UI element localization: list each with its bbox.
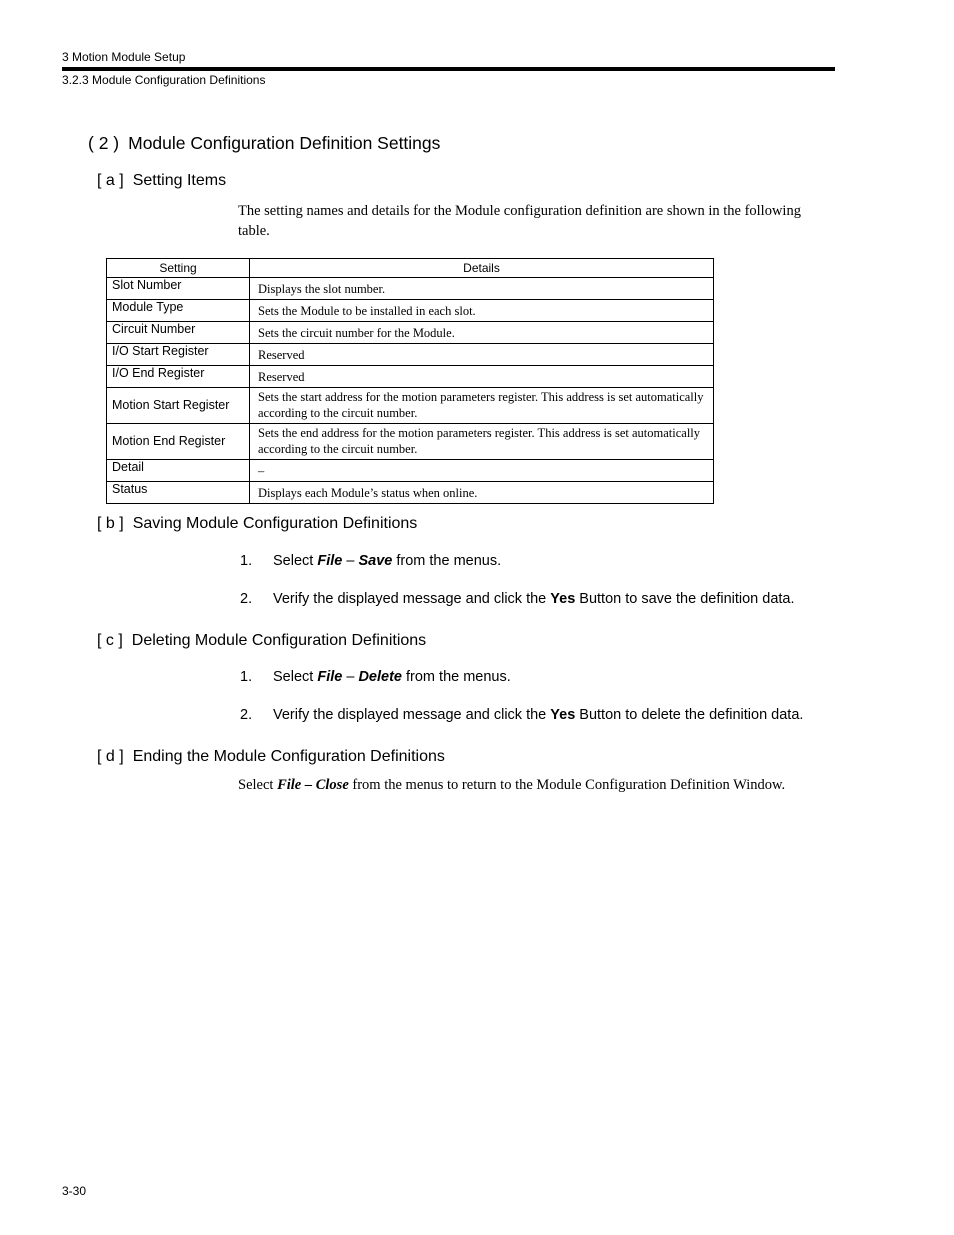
setting-cell: Module Type <box>107 300 250 322</box>
delete-step-1 <box>240 669 511 685</box>
yes-button-label: Yes <box>550 591 576 607</box>
details-cell: Sets the Module to be installed in each slot. <box>250 300 714 322</box>
subsection-a-number: [ a ] <box>97 172 124 189</box>
header-rule <box>62 67 835 71</box>
step-text: from the menus. <box>392 553 502 569</box>
table-row <box>107 460 714 482</box>
table-header-row <box>107 259 714 278</box>
setting-cell: Slot Number <box>107 278 250 300</box>
details-cell: Reserved <box>250 344 714 366</box>
details-cell: Displays each Module’s status when online. <box>250 482 714 504</box>
settings-table <box>106 258 714 504</box>
step-text: Verify the displayed message and click the <box>273 591 551 607</box>
menu-separator: – <box>342 553 359 569</box>
table-row <box>107 424 714 460</box>
closing-text: Select <box>238 777 278 793</box>
step-text: from the menus. <box>401 669 511 685</box>
details-cell: Sets the end address for the motion parameters register. This address is set automatically according to the circuit number. <box>250 424 714 460</box>
setting-cell: Detail <box>107 460 250 482</box>
subsection-c-number: [ c ] <box>97 632 123 649</box>
details-cell: Sets the start address for the motion parameters register. This address is set automatically according to the circuit number. <box>250 388 714 424</box>
step-number: 2. <box>240 707 253 723</box>
setting-cell: I/O Start Register <box>107 344 250 366</box>
setting-cell: Circuit Number <box>107 322 250 344</box>
subsection-d-title: Ending the Module Configuration Definitions <box>132 748 445 765</box>
closing-text: from the menus to return to the Module Configuration Definition Window. <box>348 777 786 793</box>
delete-step-2 <box>240 707 803 723</box>
save-step-1 <box>240 553 501 569</box>
subsection-c-title: Deleting Module Configuration Definitions <box>131 632 427 649</box>
intro-paragraph: The setting names and details for the Module configuration definition are shown in the following table. <box>238 203 801 239</box>
setting-cell: Motion End Register <box>107 424 250 460</box>
save-step-2 <box>240 591 795 607</box>
header-chapter: 3 Motion Module Setup <box>62 50 186 64</box>
menu-file: File <box>317 669 343 685</box>
closing-paragraph <box>238 777 785 794</box>
subsection-b-number: [ b ] <box>97 515 124 532</box>
step-text: Button to delete the definition data. <box>575 707 804 723</box>
section-title: Module Configuration Definition Settings <box>128 133 441 153</box>
details-cell: – <box>250 460 714 482</box>
step-text: Button to save the definition data. <box>575 591 795 607</box>
yes-button-label: Yes <box>550 707 576 723</box>
table-row <box>107 482 714 504</box>
step-text: Select <box>273 553 318 569</box>
menu-delete: Delete <box>358 669 402 685</box>
step-number: 1. <box>240 553 253 569</box>
menu-save: Save <box>358 553 393 569</box>
subsection-a-heading <box>97 172 226 190</box>
subsection-d-heading <box>97 748 445 766</box>
menu-separator: – <box>342 669 359 685</box>
section-heading <box>88 133 440 154</box>
details-cell: Reserved <box>250 366 714 388</box>
section-number: ( 2 ) <box>88 133 120 153</box>
subsection-c-heading <box>97 632 426 650</box>
table-row <box>107 322 714 344</box>
header-section: 3.2.3 Module Configuration Definitions <box>62 73 266 87</box>
table-row <box>107 300 714 322</box>
table-row <box>107 366 714 388</box>
setting-cell: Motion Start Register <box>107 388 250 424</box>
menu-file-close: File – Close <box>277 777 349 793</box>
table-row <box>107 278 714 300</box>
setting-cell: I/O End Register <box>107 366 250 388</box>
subsection-a-title: Setting Items <box>132 172 227 189</box>
table-row <box>107 388 714 424</box>
step-number: 2. <box>240 591 253 607</box>
page-number: 3-30 <box>62 1184 87 1198</box>
subsection-d-number: [ d ] <box>97 748 124 765</box>
menu-file: File <box>317 553 343 569</box>
subsection-b-heading <box>97 515 417 533</box>
setting-cell: Status <box>107 482 250 504</box>
table-header-details: Details <box>250 259 714 278</box>
table-row <box>107 344 714 366</box>
subsection-b-title: Saving Module Configuration Definitions <box>132 515 418 532</box>
step-text: Select <box>273 669 318 685</box>
step-text: Verify the displayed message and click the <box>273 707 551 723</box>
step-number: 1. <box>240 669 253 685</box>
table-header-setting: Setting <box>107 259 250 278</box>
details-cell: Sets the circuit number for the Module. <box>250 322 714 344</box>
details-cell: Displays the slot number. <box>250 278 714 300</box>
